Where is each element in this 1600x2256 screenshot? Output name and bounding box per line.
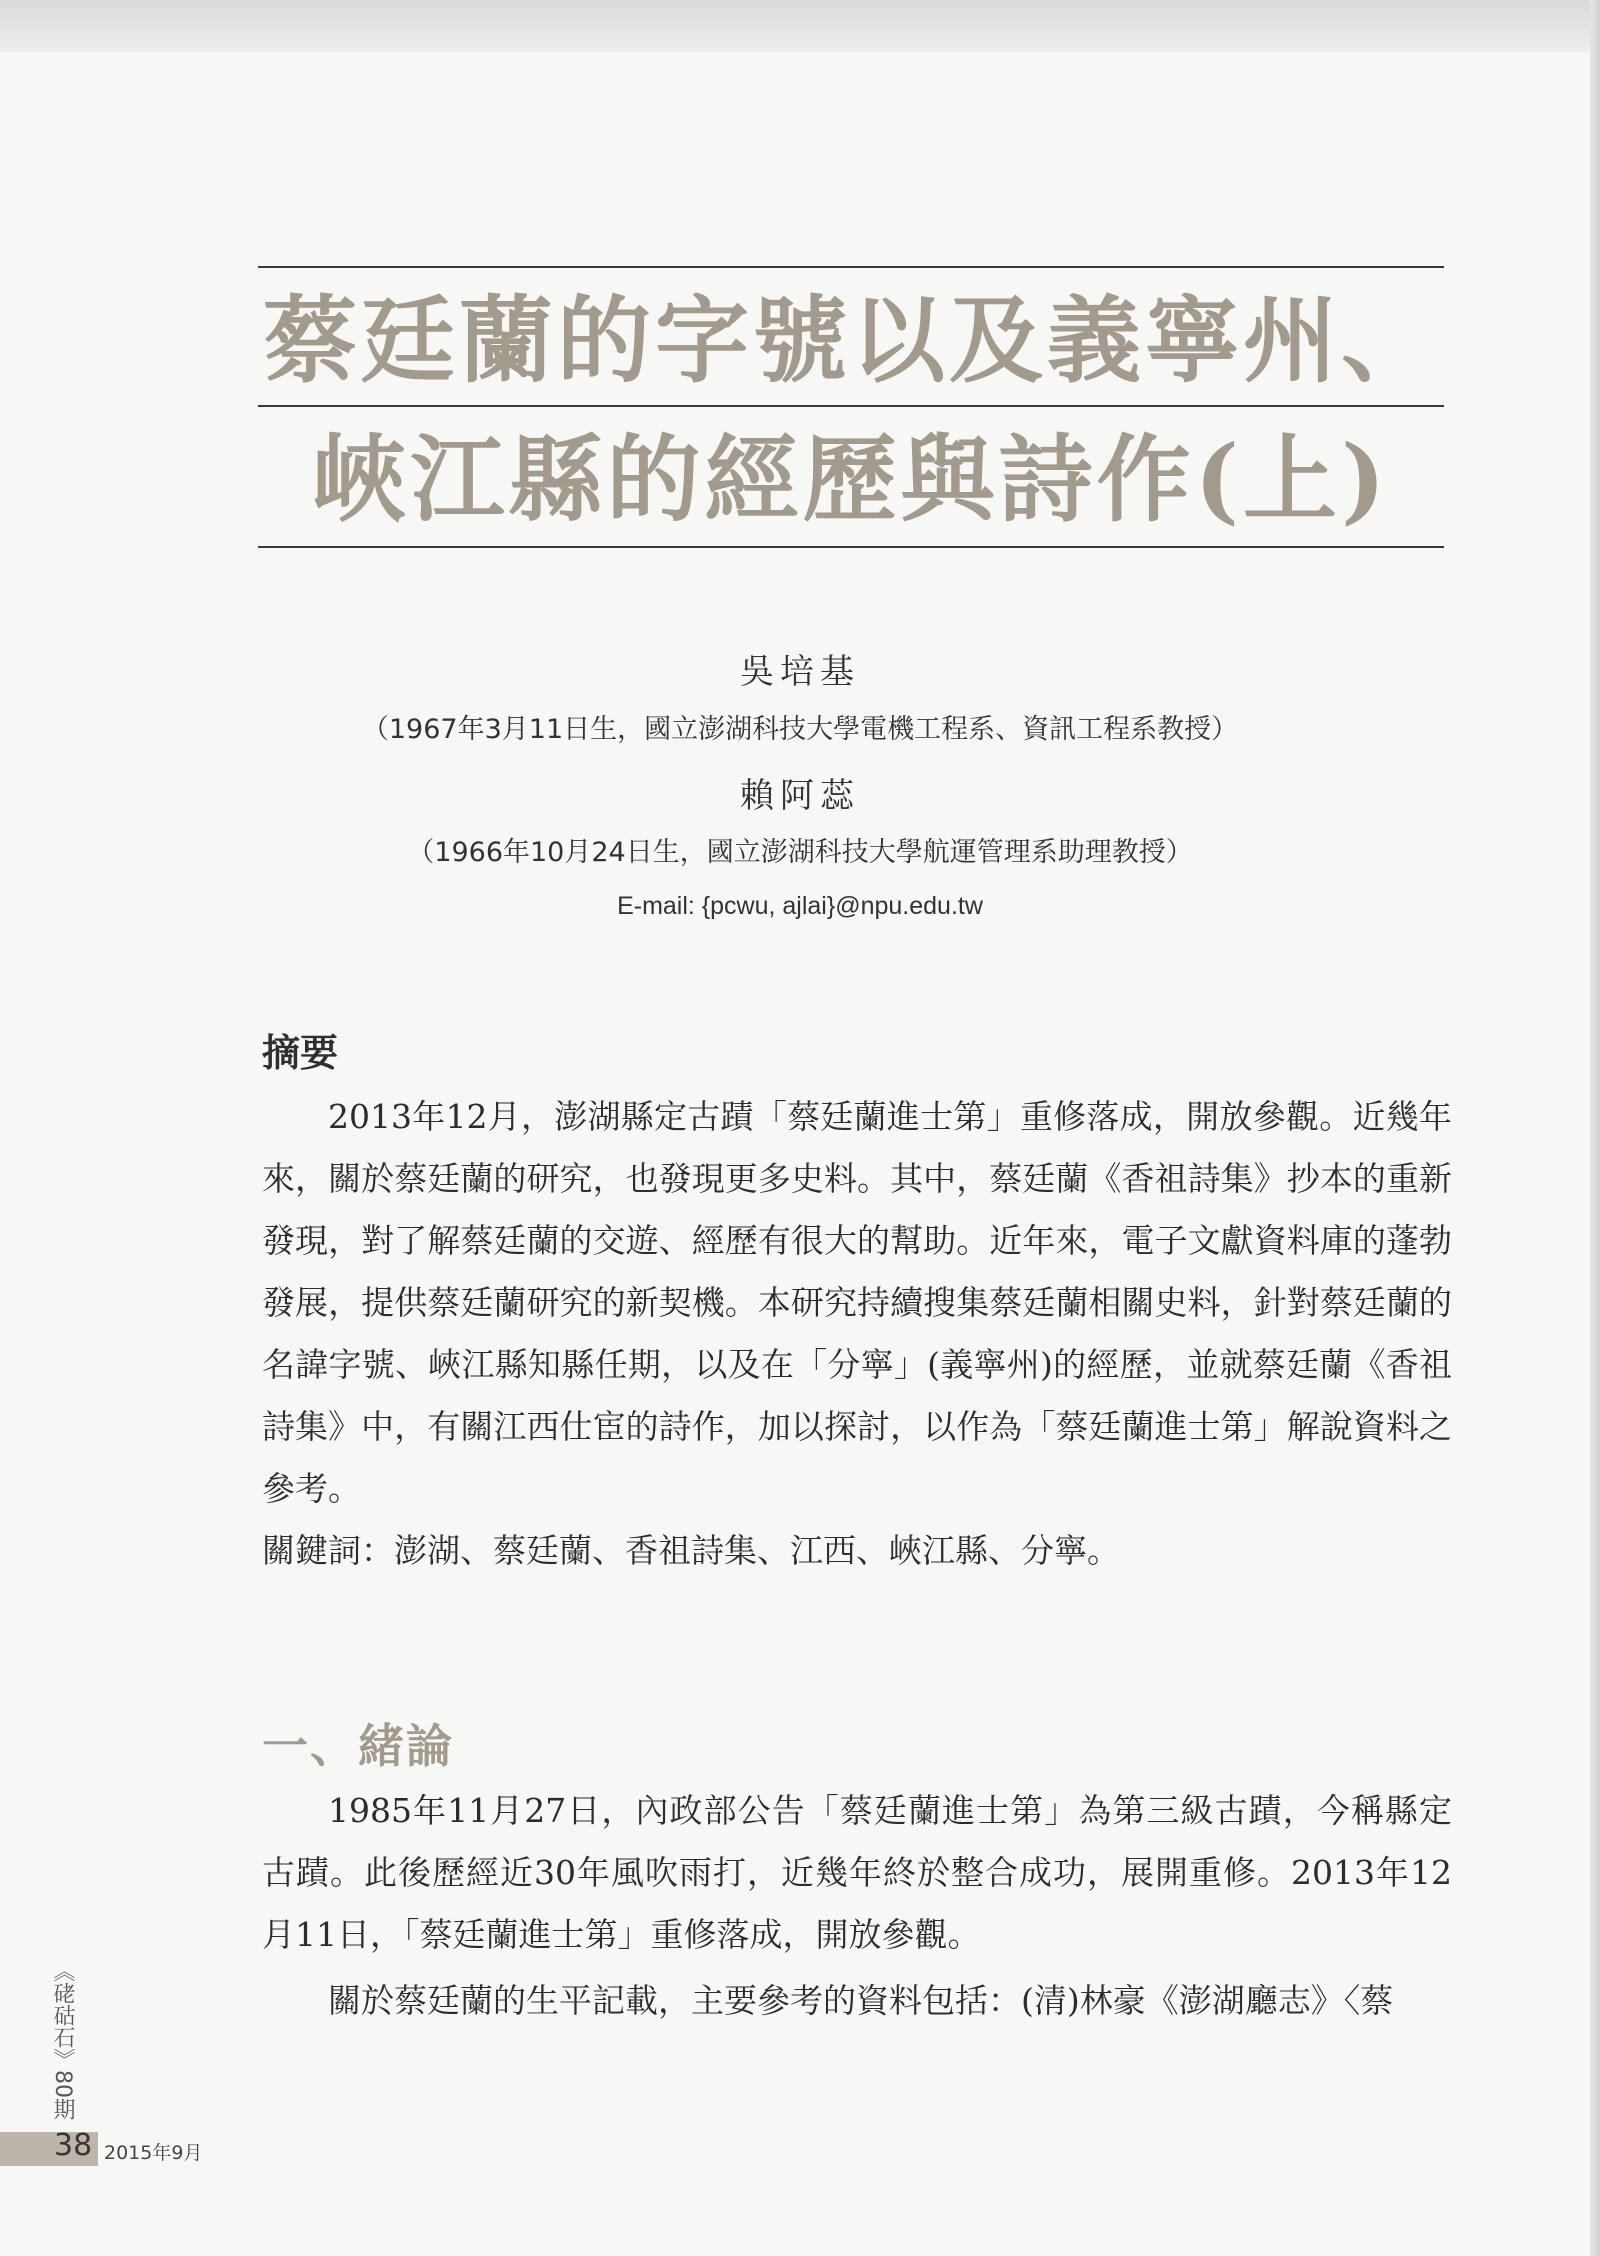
abstract-heading: 摘要 [262, 1031, 339, 1075]
author-email: E-mail: {pcwu, ajlai}@npu.edu.tw [617, 892, 983, 920]
intro-paragraph-1: 1985年11月27日，內政部公告「蔡廷蘭進士第」為第三級古蹟，今稱縣定古蹟。此後歷經近30年風吹雨打，近幾年終於整合成功，展開重修。2013年12月11日，「蔡廷蘭進士第」重修落成，開放參觀。 [262, 1791, 1452, 1954]
title-rule-top [258, 266, 1444, 268]
scan-edge-right [1590, 0, 1600, 2256]
journal-name-vertical: 《硓𥑮石》80期 [50, 1960, 75, 2120]
author-affiliation-2: （1966年10月24日生，國立澎湖科技大學航運管理系助理教授） [407, 837, 1193, 868]
keywords: 關鍵詞：澎湖、蔡廷蘭、香祖詩集、江西、峽江縣、分寧。 [262, 1531, 1120, 1570]
title-line-1: 蔡廷蘭的字號以及義寧州、 [262, 286, 1439, 396]
title-rule-middle [258, 405, 1444, 407]
title-rule-bottom [258, 546, 1444, 548]
title-line-2: 峽江縣的經歷與詩作(上) [312, 425, 1390, 535]
intro-paragraph-2: 關於蔡廷蘭的生平記載，主要參考的資料包括：(清)林豪《澎湖廳志》〈蔡 [328, 1981, 1394, 2020]
scan-edge-top [0, 0, 1600, 52]
section-heading-introduction: 一、緒論 [262, 1719, 454, 1773]
author-affiliation-1: （1967年3月11日生，國立澎湖科技大學電機工程系、資訊工程系教授） [361, 714, 1239, 745]
author-name-1: 吳培基 [740, 652, 860, 692]
issue-date: 2015年9月 [104, 2142, 203, 2164]
page-number: 38 [54, 2128, 93, 2163]
author-name-2: 賴阿蕊 [740, 776, 860, 816]
abstract-text: 2013年12月，澎湖縣定古蹟「蔡廷蘭進士第」重修落成，開放參觀。近幾年來，關於蔡廷蘭的研究，也發現更多史料。其中，蔡廷蘭《香祖詩集》抄本的重新發現，對了解蔡廷蘭的交遊、經歷有很大的幫助。近年來，電子文獻資料庫的蓬勃發展，提供蔡廷蘭研究的新契機。本研究持續搜集蔡廷蘭相關史料，針對蔡廷蘭的名諱字號、峽江縣知縣任期，以及在「分寧」(義寧州)的經歷，並就蔡廷蘭《香祖詩集》中，有關江西仕宦的詩作，加以探討，以作為「蔡廷蘭進士第」解說資料之參考。 [262, 1097, 1452, 1508]
